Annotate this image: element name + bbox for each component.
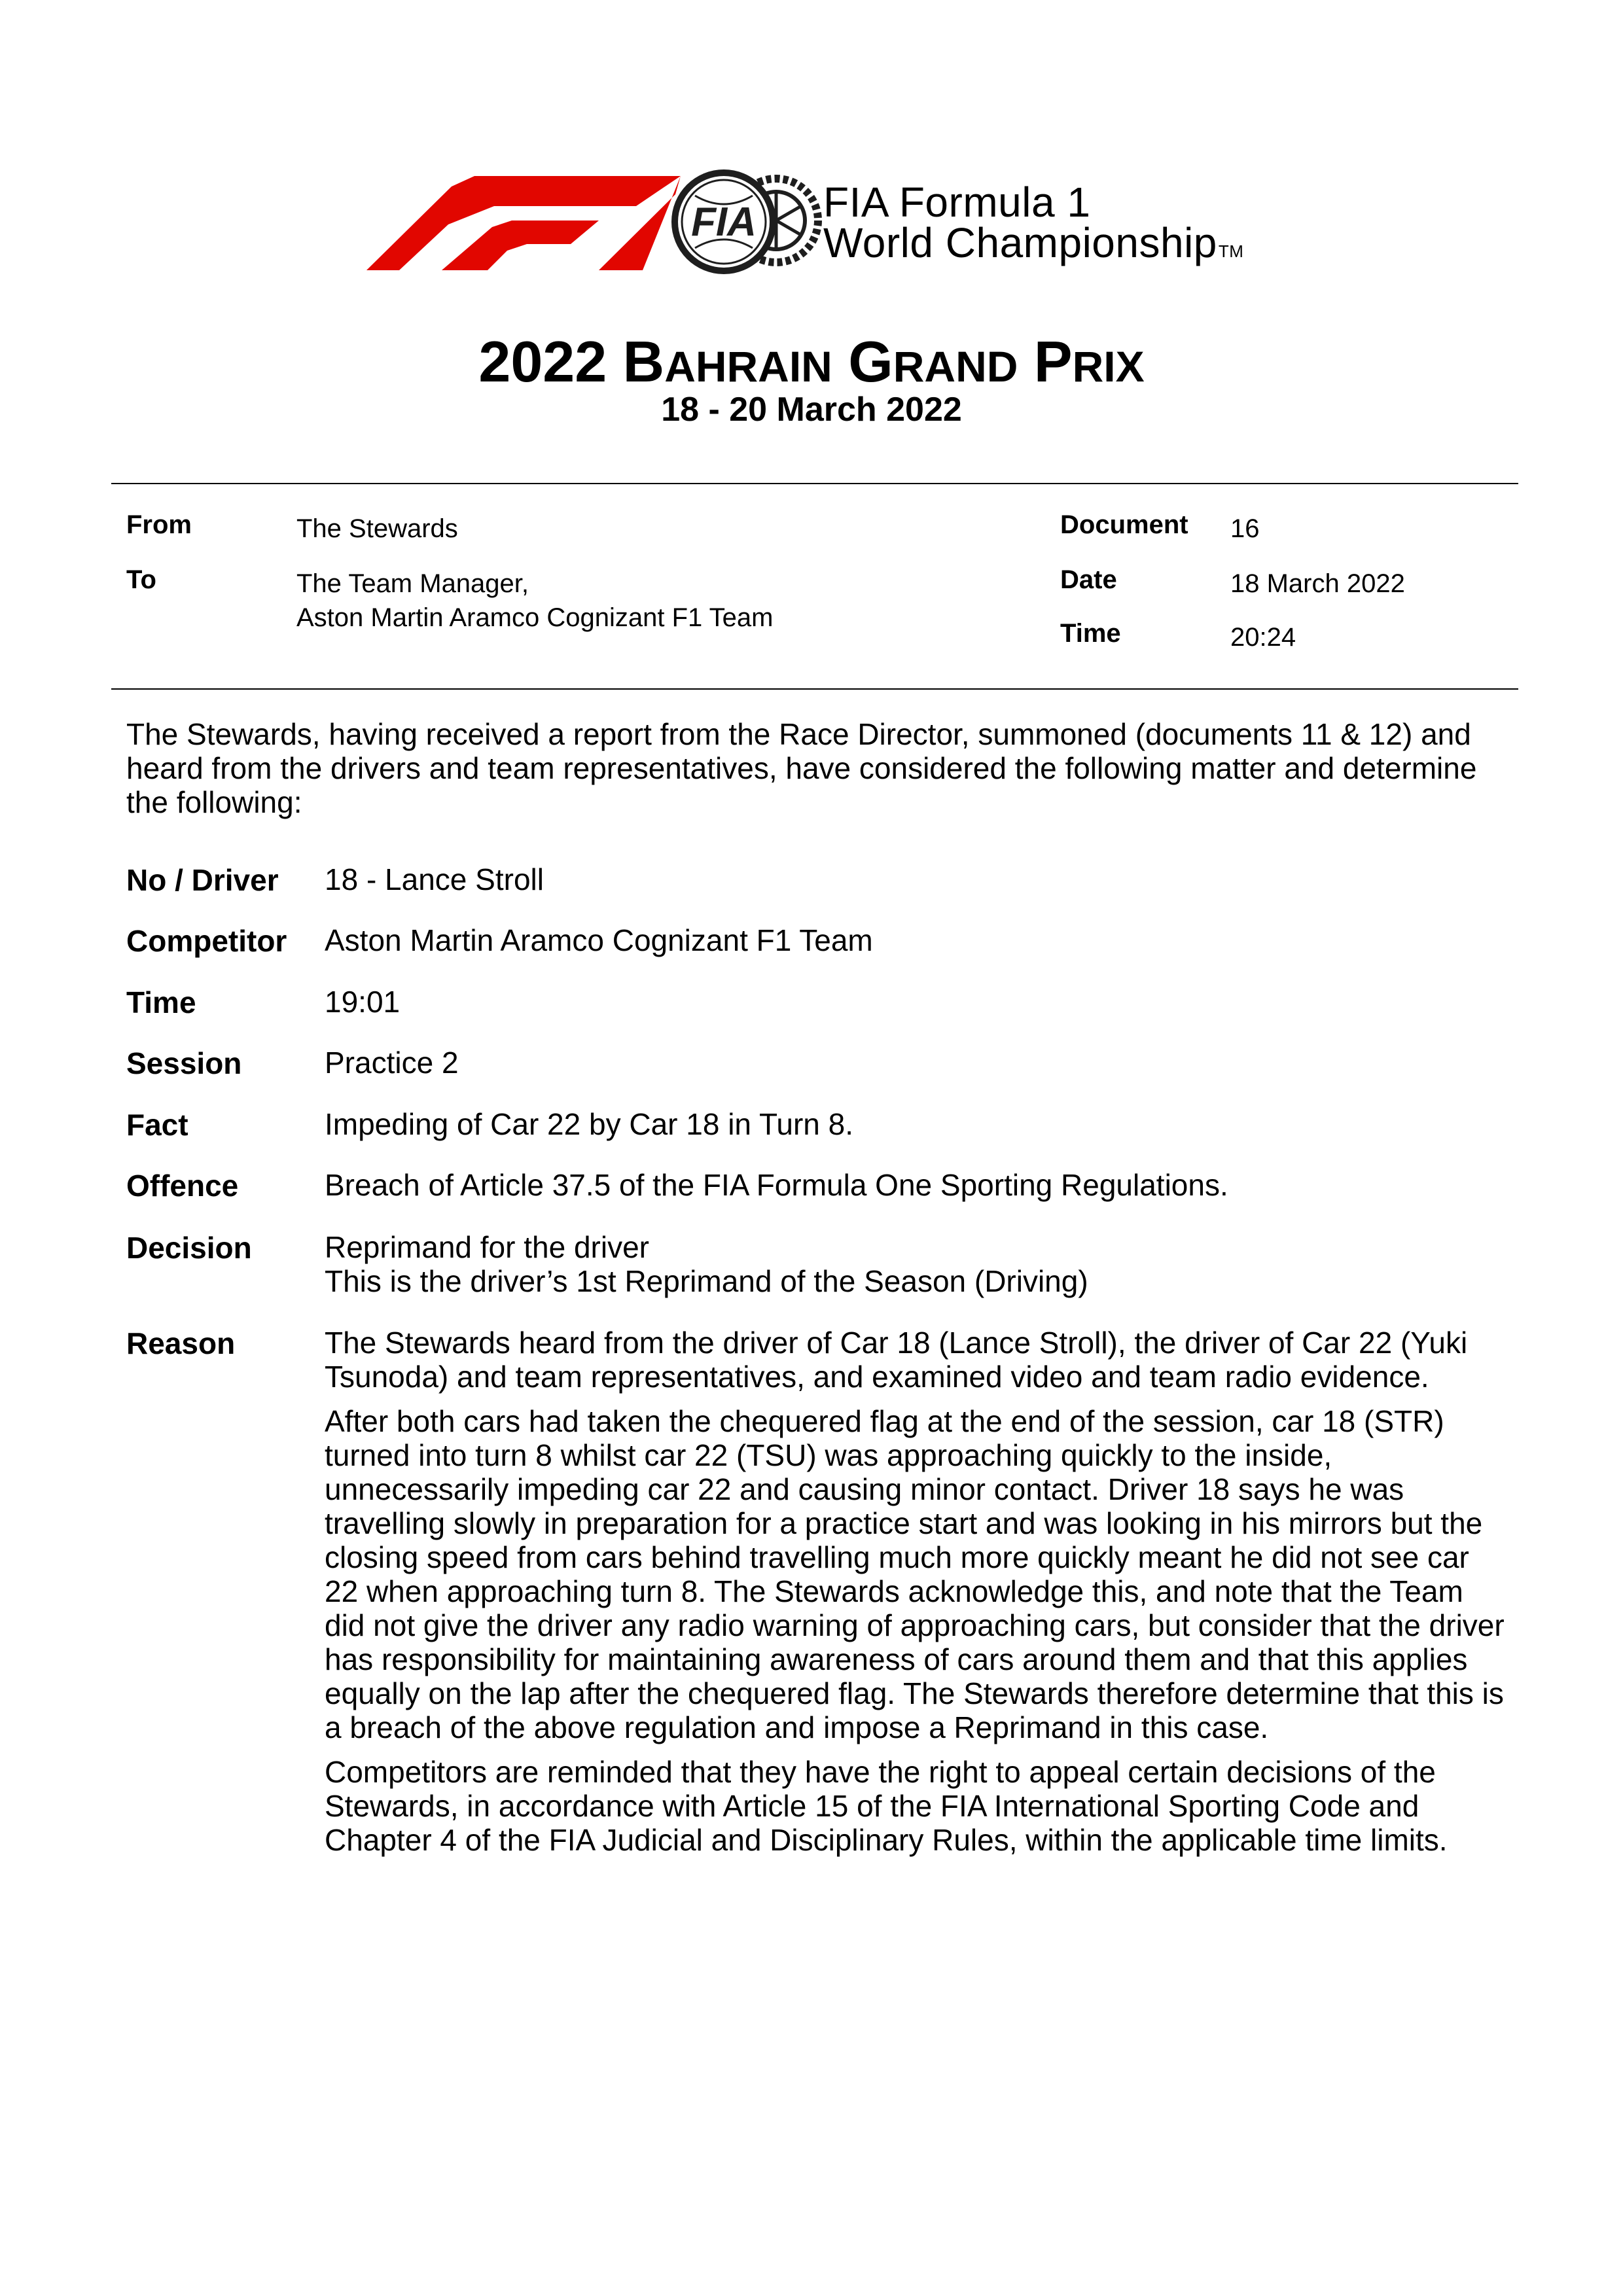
from-value: The Stewards <box>296 514 458 543</box>
brand-line-2-text: World Championship <box>823 219 1217 266</box>
to-value-line2: Aston Martin Aramco Cognizant F1 Team <box>296 603 774 632</box>
header-top-rule <box>111 483 1518 484</box>
decision-line-1: Reprimand for the driver <box>325 1230 649 1264</box>
driver-value: 18 - Lance Stroll <box>325 862 544 896</box>
trademark: TM <box>1218 241 1244 261</box>
event-dates: 18 - 20 March 2022 <box>661 391 962 429</box>
date-label: Date <box>1060 565 1117 594</box>
document-value: 16 <box>1230 514 1260 543</box>
from-label: From <box>126 510 192 539</box>
fia-badge-text: FIA <box>691 200 757 245</box>
incident-time-label: Time <box>126 985 196 1019</box>
decision-value <box>325 1230 1509 1298</box>
date-value: 18 March 2022 <box>1230 569 1405 598</box>
to-value <box>296 567 773 635</box>
session-label: Session <box>126 1046 242 1080</box>
reason-paragraph-1: The Stewards heard from the driver of Car 18 (Lance Stroll), the driver of Car 22 (Yuki Tsunoda) and team representatives, and examined video and team radio evidence. <box>325 1326 1468 1394</box>
fact-value: Impeding of Car 22 by Car 18 in Turn 8. <box>325 1107 853 1141</box>
document-label: Document <box>1060 510 1188 539</box>
time-label: Time <box>1060 619 1121 648</box>
offence-label: Offence <box>126 1169 239 1203</box>
competitor-value: Aston Martin Aramco Cognizant F1 Team <box>325 923 873 957</box>
reason-label: Reason <box>126 1326 236 1360</box>
fia-f1-logo <box>340 167 1322 288</box>
f1-logo-icon <box>340 172 681 270</box>
decision-label: Decision <box>126 1231 252 1265</box>
time-value: 20:24 <box>1230 623 1296 652</box>
to-value-line1: The Team Manager, <box>296 569 529 598</box>
reason-value <box>325 1326 1509 1857</box>
intro-paragraph: The Stewards, having received a report from the Race Director, summoned (documents 11 & 12) and heard from the drivers and team representatives, have considered the following matter and determine the following: <box>126 717 1477 819</box>
header-bottom-rule <box>111 688 1518 690</box>
brand-line-2 <box>823 219 1244 266</box>
incident-time-value: 19:01 <box>325 985 401 1019</box>
reason-paragraph-2: After both cars had taken the chequered flag at the end of the session, car 18 (STR) turned into turn 8 whilst car 22 (TSU) was approaching quickly to the inside, unnecessarily impeding car 22 and causing minor contact. Driver 18 says he was travelling slowly in preparation for a practice start and was looking in his mirrors but the closing speed from cars behind travelling much more quickly meant he did not see car 22 when approaching turn 8. The Stewards acknowledge this, and note that the Team did not give the driver any radio warning of approaching cars, but consider that the driver has responsibility for maintaining awareness of cars around them and that this applies equally on the lap after the chequered flag. The Stewards therefore determine that this is a breach of the above regulation and impose a Reprimand in this case. <box>325 1404 1505 1744</box>
offence-value: Breach of Article 37.5 of the FIA Formula One Sporting Regulations. <box>325 1168 1228 1202</box>
decision-line-2: This is the driver’s 1st Reprimand of the Season (Driving) <box>325 1264 1088 1298</box>
fia-badge-icon <box>666 167 823 278</box>
competitor-label: Competitor <box>126 924 287 958</box>
driver-label: No / Driver <box>126 863 279 897</box>
session-value: Practice 2 <box>325 1046 459 1080</box>
brand-line-1: FIA Formula 1 <box>823 179 1091 226</box>
fact-label: Fact <box>126 1108 188 1142</box>
reason-paragraph-3: Competitors are reminded that they have the right to appeal certain decisions of the Stewards, in accordance with Article 15 of the FIA International Sporting Code and Chapter 4 of the FIA Judicial and Disciplinary Rules, within the applicable time limits. <box>325 1755 1448 1857</box>
event-title: 2022 BAHRAIN GRAND PRIX <box>478 329 1145 394</box>
to-label: To <box>126 565 156 594</box>
